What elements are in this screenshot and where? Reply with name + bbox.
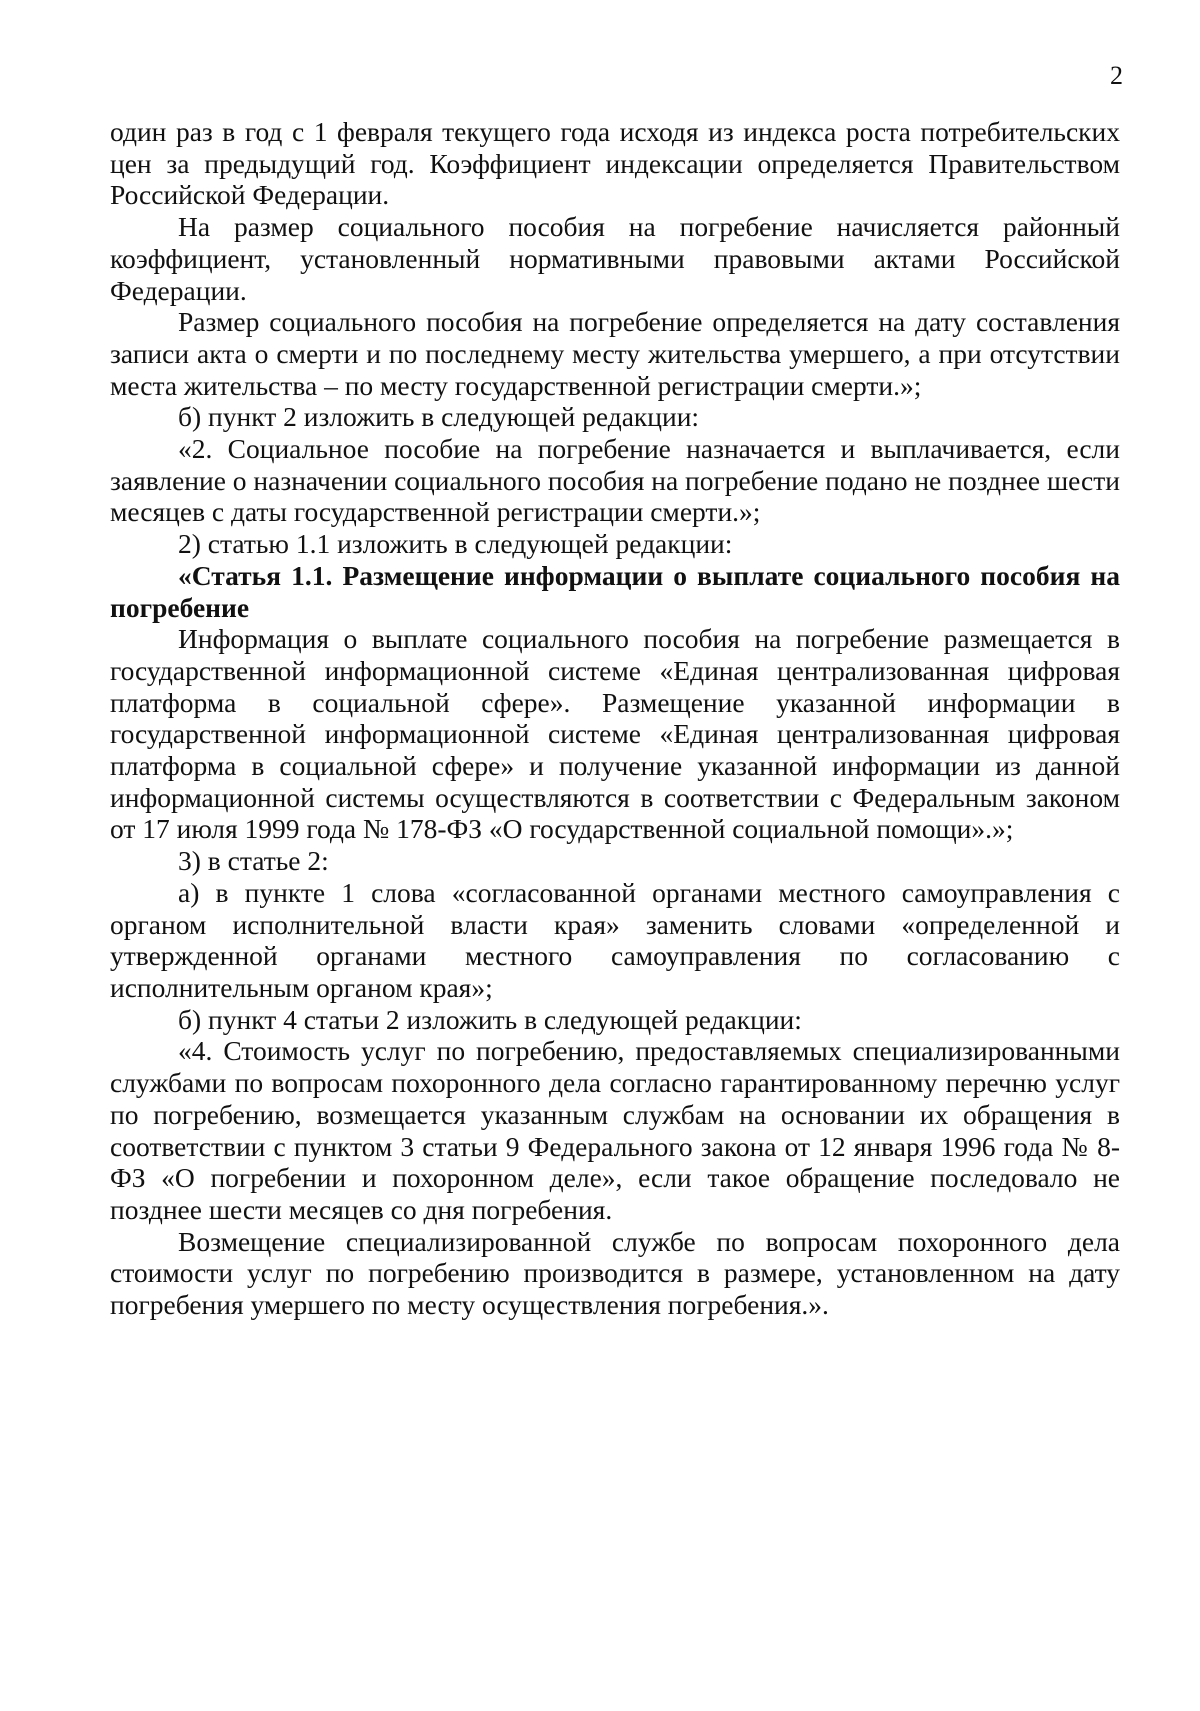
paragraph-compensation: Возмещение специализированной службе по вопросам похоронного дела стоимости услуг по погребению производится в размере, установленном на дату погребения умершего по месту осуществления погребения.». bbox=[110, 1225, 1120, 1321]
article-1-1-heading: «Статья 1.1. Размещение информации о выплате социального пособия на погребение bbox=[110, 559, 1120, 623]
page-number: 2 bbox=[1110, 61, 1123, 90]
paragraph-item-a-point-1: а) в пункте 1 слова «согласованной органами местного самоуправления с органом исполнительной власти края» заменить словами «определенной и утвержденной органами местного самоуправления по согласованию с исполнительным органом края»; bbox=[110, 876, 1120, 1003]
paragraph-indexation-continuation: один раз в год с 1 февраля текущего года исходя из индекса роста потребительских цен за предыдущий год. Коэффициент индексации определяется Правительством Российской Федерации. bbox=[110, 116, 1120, 211]
paragraph-item-b-point-4: б) пункт 4 статьи 2 изложить в следующей редакции: bbox=[178, 1003, 802, 1035]
paragraph-benefit-size-date: Размер социального пособия на погребение определяется на дату составления записи акта о смерти и по последнему месту жительства умершего, а при отсутствии места жительства – по месту государственной регистрации смерти.»; bbox=[110, 306, 1120, 401]
paragraph-regional-coefficient: На размер социального пособия на погребение начисляется районный коэффициент, установленный нормативными правовыми актами Российской Федерации. bbox=[110, 211, 1120, 306]
paragraph-point-4-text: «4. Стоимость услуг по погребению, предоставляемых специализированными службами по вопросам похоронного дела согласно гарантированному перечню услуг по погребению, возмещается указанным службам на основании их обращения в соответствии с пунктом 3 статьи 9 Федерального закона от 12 января 1996 года № 8-ФЗ «О погребении и похоронном деле», если такое обращение последовало не позднее шести месяцев со дня погребения. bbox=[110, 1035, 1120, 1225]
paragraph-item-2-article-1-1: 2) статью 1.1 изложить в следующей редакции: bbox=[178, 528, 733, 560]
paragraph-item-b-point-2: б) пункт 2 изложить в следующей редакции: bbox=[178, 401, 700, 433]
paragraph-item-3-article-2: 3) в статье 2: bbox=[178, 845, 329, 877]
paragraph-article-1-1-text: Информация о выплате социального пособия на погребение размещается в государственной информационной системе «Единая централизованная цифровая платформа в социальной сфере». Размещение указанной информации в государственной информационной системе «Единая централизованная цифровая платформа в социальной сфере» и получение указанной информации из данной информационной системы осуществляются в соответствии с Федеральным законом от 17 июля 1999 года № 178-ФЗ «О государственной социальной помощи».»; bbox=[110, 623, 1120, 845]
document-body bbox=[110, 116, 1120, 1321]
paragraph-point-2-text: «2. Социальное пособие на погребение назначается и выплачивается, если заявление о назначении социального пособия на погребение подано не позднее шести месяцев с даты государственной регистрации смерти.»; bbox=[110, 433, 1120, 528]
